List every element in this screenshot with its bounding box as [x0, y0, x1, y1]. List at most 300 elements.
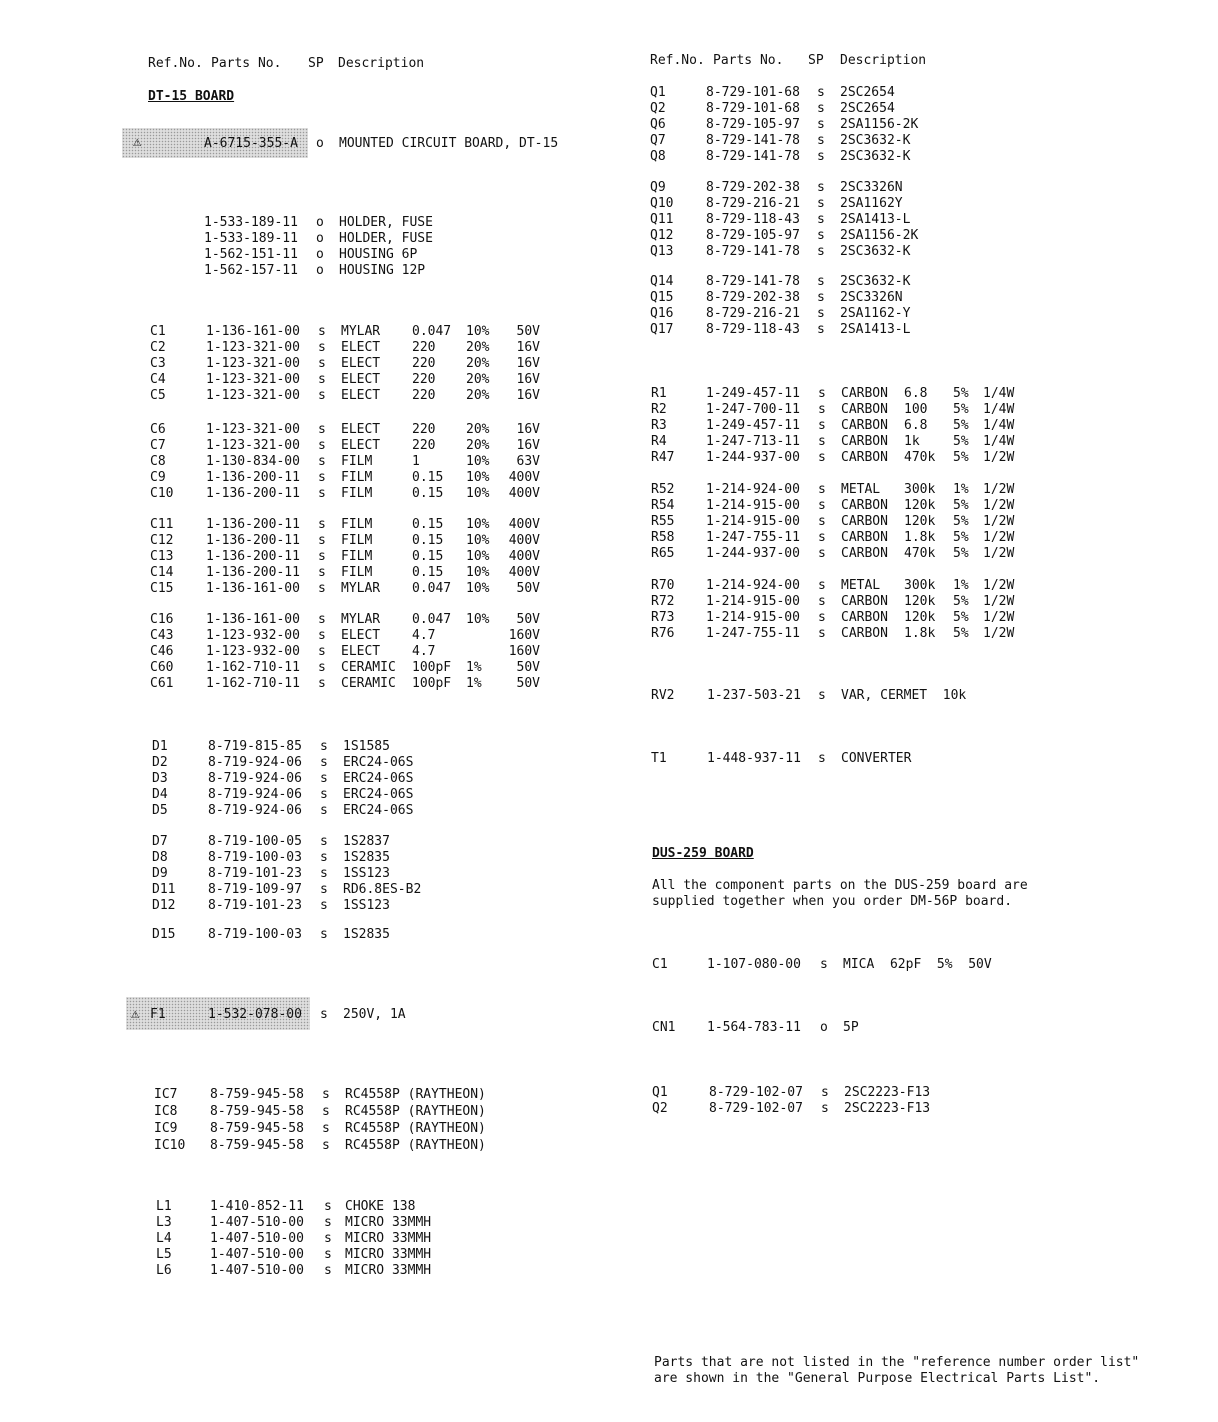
sp-code: s — [818, 610, 826, 625]
ref-no: IC10 — [154, 1138, 186, 1153]
cap-voltage: 50V — [516, 660, 540, 675]
cap-voltage: 16V — [516, 388, 540, 403]
ref-no: R76 — [651, 626, 675, 641]
ref-no: R58 — [651, 530, 675, 545]
ref-no: C11 — [150, 517, 174, 532]
resistor-tolerance: 5% — [953, 402, 969, 417]
dus259-note-line2: supplied together when you order DM-56P board. — [652, 894, 1013, 909]
part-no: A-6715-355-A — [204, 136, 298, 151]
resistor-wattage: 1/2W — [983, 610, 1015, 625]
description: 250V, 1A — [343, 1007, 406, 1022]
ref-no: Q11 — [650, 212, 674, 227]
cap-tolerance: 20% — [466, 388, 490, 403]
part-no: 1-123-321-00 — [206, 340, 300, 355]
description: 2SA1162-Y — [840, 306, 911, 321]
sp-code: s — [817, 290, 825, 305]
dt15-board-title: DT-15 BOARD — [148, 89, 235, 104]
ref-no: D9 — [152, 866, 168, 881]
part-no: 8-729-202-38 — [706, 180, 800, 195]
cap-value: 0.047 — [412, 581, 452, 596]
dus259-c1-row — [652, 957, 992, 973]
resistor-tolerance: 5% — [953, 514, 969, 529]
part-no: 1-533-189-11 — [204, 215, 298, 230]
sp-code: s — [318, 517, 326, 532]
ref-no: RV2 — [651, 688, 675, 703]
header-description: Description — [840, 53, 927, 68]
cap-value: 100pF — [412, 660, 452, 675]
sp-code: s — [818, 546, 826, 561]
part-no: 8-729-118-43 — [706, 212, 800, 227]
part-no: 1-247-713-11 — [706, 434, 800, 449]
ref-no: R3 — [651, 418, 667, 433]
ref-no: C46 — [150, 644, 174, 659]
sp-code: s — [818, 594, 826, 609]
sp-code: s — [322, 1104, 330, 1119]
ref-no: R47 — [651, 450, 675, 465]
sp-code: s — [322, 1087, 330, 1102]
description: HOUSING 12P — [339, 263, 426, 278]
header-parts-no: Parts No. — [713, 53, 784, 68]
part-no: 1-123-321-00 — [206, 372, 300, 387]
resistor-type: CARBON — [841, 626, 888, 641]
description: CHOKE 138 — [345, 1199, 416, 1214]
resistor-type: CARBON — [841, 594, 888, 609]
ref-no: C2 — [150, 340, 166, 355]
part-no: 8-719-815-85 — [208, 739, 302, 754]
ref-no: T1 — [651, 751, 667, 766]
resistor-type: METAL — [841, 578, 881, 593]
description: 2SC3632-K — [840, 133, 911, 148]
part-no: 1-244-937-00 — [706, 450, 800, 465]
ref-no: C12 — [150, 533, 174, 548]
resistor-value: 300k — [904, 578, 936, 593]
part-no: 1-214-924-00 — [706, 482, 800, 497]
cap-value: 220 — [412, 438, 436, 453]
cap-value: 220 — [412, 372, 436, 387]
sp-code: o — [316, 247, 324, 262]
resistor-value: 6.8 — [904, 386, 928, 401]
part-no: 8-729-202-38 — [706, 290, 800, 305]
sp-code: s — [818, 418, 826, 433]
part-no: 1-136-200-11 — [206, 565, 300, 580]
part-no: 1-562-157-11 — [204, 263, 298, 278]
resistor-type: METAL — [841, 482, 881, 497]
description: MICRO 33MMH — [345, 1231, 432, 1246]
part-no: 1-107-080-00 — [707, 957, 801, 972]
cap-value: 0.15 — [412, 533, 444, 548]
resistor-wattage: 1/2W — [983, 530, 1015, 545]
resistor-wattage: 1/2W — [983, 514, 1015, 529]
description: RC4558P (RAYTHEON) — [345, 1138, 486, 1153]
ref-no: CN1 — [652, 1020, 676, 1035]
description: MICRO 33MMH — [345, 1215, 432, 1230]
part-no: 8-729-105-97 — [706, 117, 800, 132]
sp-code: s — [320, 850, 328, 865]
header-sp: SP — [308, 56, 324, 71]
resistor-type: CARBON — [841, 498, 888, 513]
sp-code: s — [318, 565, 326, 580]
sp-code: s — [817, 133, 825, 148]
sp-code: s — [318, 644, 326, 659]
resistor-wattage: 1/2W — [983, 626, 1015, 641]
ref-no: D8 — [152, 850, 168, 865]
cap-tolerance: 10% — [466, 549, 490, 564]
description: 2SC2654 — [840, 85, 895, 100]
resistor-value: 100 — [904, 402, 928, 417]
ref-no: C15 — [150, 581, 174, 596]
ref-no: D2 — [152, 755, 168, 770]
part-no: 1-136-161-00 — [206, 581, 300, 596]
ref-no: C60 — [150, 660, 174, 675]
sp-code: o — [316, 263, 324, 278]
warning-triangle-icon: ⚠ — [131, 1006, 140, 1022]
cap-tolerance: 10% — [466, 454, 490, 469]
ref-no: C8 — [150, 454, 166, 469]
ref-no: C43 — [150, 628, 174, 643]
part-no: 1-136-200-11 — [206, 486, 300, 501]
resistor-value: 1.8k — [904, 626, 936, 641]
part-no: 8-719-924-06 — [208, 787, 302, 802]
sp-code: s — [318, 356, 326, 371]
cap-value: 4.7 — [412, 628, 436, 643]
cap-value: 0.047 — [412, 612, 452, 627]
sp-code: s — [320, 803, 328, 818]
ref-no: IC8 — [154, 1104, 178, 1119]
cap-voltage: 400V — [508, 470, 540, 485]
part-no: 1-214-924-00 — [706, 578, 800, 593]
dus259-board-title: DUS-259 BOARD — [652, 846, 754, 861]
sp-code: s — [320, 866, 328, 881]
footer-note-line1: Parts that are not listed in the "reference number order list" — [654, 1355, 1140, 1370]
cap-tolerance: 10% — [466, 581, 490, 596]
resistor-type: CARBON — [841, 386, 888, 401]
ref-no: R73 — [651, 610, 675, 625]
resistor-wattage: 1/2W — [983, 450, 1015, 465]
part-no: 1-532-078-00 — [208, 1007, 302, 1022]
header-parts-no: Parts No. — [211, 56, 282, 71]
ref-no: C1 — [652, 957, 668, 972]
description: ERC24-06S — [343, 803, 414, 818]
cap-type: FILM — [341, 454, 373, 469]
ref-no: Q12 — [650, 228, 674, 243]
cap-tolerance: 20% — [466, 422, 490, 437]
part-no: 1-136-200-11 — [206, 533, 300, 548]
description: 2SC2223-F13 — [844, 1085, 931, 1100]
sp-code: s — [818, 688, 826, 703]
resistor-wattage: 1/2W — [983, 594, 1015, 609]
part-no: 8-729-216-21 — [706, 306, 800, 321]
sp-code: s — [818, 498, 826, 513]
cap-value: 0.15 — [412, 486, 444, 501]
cap-voltage: 160V — [508, 644, 540, 659]
resistor-type: CARBON — [841, 610, 888, 625]
part-no: 1-410-852-11 — [210, 1199, 304, 1214]
description: 2SA1156-2K — [840, 228, 919, 243]
part-no: 1-123-321-00 — [206, 422, 300, 437]
description: 2SC3632-K — [840, 274, 911, 289]
sp-code: s — [817, 306, 825, 321]
part-no: 1-214-915-00 — [706, 594, 800, 609]
part-no: 1-533-189-11 — [204, 231, 298, 246]
sp-code: s — [817, 196, 825, 211]
cap-type: ELECT — [341, 422, 381, 437]
part-no: 8-719-101-23 — [208, 898, 302, 913]
sp-code: s — [324, 1231, 332, 1246]
sp-code: s — [818, 751, 826, 766]
ref-no: D3 — [152, 771, 168, 786]
cap-voltage: 400V — [508, 486, 540, 501]
resistor-type: CARBON — [841, 434, 888, 449]
resistor-tolerance: 1% — [953, 482, 969, 497]
part-no: 8-729-216-21 — [706, 196, 800, 211]
resistor-value: 1k — [904, 434, 920, 449]
cap-voltage: 16V — [516, 372, 540, 387]
ref-no: C13 — [150, 549, 174, 564]
part-no: 1-249-457-11 — [706, 386, 800, 401]
ref-no: D15 — [152, 927, 176, 942]
mounted-board-row — [148, 136, 559, 152]
sp-code: s — [320, 898, 328, 913]
cap-type: ELECT — [341, 372, 381, 387]
resistor-wattage: 1/4W — [983, 418, 1015, 433]
part-no: 8-759-945-58 — [210, 1104, 304, 1119]
sp-code: s — [322, 1121, 330, 1136]
cap-voltage: 400V — [508, 517, 540, 532]
part-no: 8-719-100-03 — [208, 927, 302, 942]
resistor-tolerance: 5% — [953, 610, 969, 625]
resistor-type: CARBON — [841, 402, 888, 417]
part-no: 8-719-100-05 — [208, 834, 302, 849]
description: 1S2835 — [343, 850, 390, 865]
ref-no: R1 — [651, 386, 667, 401]
cap-tolerance: 10% — [466, 470, 490, 485]
ref-no: L1 — [156, 1199, 172, 1214]
sp-code: s — [318, 388, 326, 403]
sp-code: o — [316, 215, 324, 230]
ref-no: Q9 — [650, 180, 666, 195]
cap-value: 1 — [412, 454, 420, 469]
ref-no: C3 — [150, 356, 166, 371]
ref-no: L3 — [156, 1215, 172, 1230]
description: 2SA1413-L — [840, 212, 911, 227]
cap-tolerance: 1% — [466, 660, 482, 675]
part-no: 8-729-141-78 — [706, 244, 800, 259]
sp-code: s — [324, 1247, 332, 1262]
ref-no: R54 — [651, 498, 675, 513]
cap-type: MYLAR — [341, 612, 381, 627]
cap-tolerance: 20% — [466, 438, 490, 453]
sp-code: s — [818, 402, 826, 417]
ref-no: L4 — [156, 1231, 172, 1246]
part-no: 1-214-915-00 — [706, 610, 800, 625]
header-sp: SP — [808, 53, 824, 68]
resistor-wattage: 1/2W — [983, 578, 1015, 593]
sp-code: s — [318, 340, 326, 355]
description: MICRO 33MMH — [345, 1263, 432, 1278]
description: 2SC3326N — [840, 290, 903, 305]
description: 2SC3326N — [840, 180, 903, 195]
description: CONVERTER — [841, 751, 912, 766]
ref-no: C1 — [150, 324, 166, 339]
description: RC4558P (RAYTHEON) — [345, 1121, 486, 1136]
resistor-value: 6.8 — [904, 418, 928, 433]
cap-type: ELECT — [341, 356, 381, 371]
sp-code: s — [318, 438, 326, 453]
part-no: 1-407-510-00 — [210, 1215, 304, 1230]
dus259-cn1-row — [652, 1020, 859, 1036]
cap-type: FILM — [341, 533, 373, 548]
sp-code: s — [818, 482, 826, 497]
part-no: 1-162-710-11 — [206, 660, 300, 675]
part-no: 1-123-932-00 — [206, 644, 300, 659]
ref-no: C61 — [150, 676, 174, 691]
cap-type: ELECT — [341, 628, 381, 643]
part-no: 1-162-710-11 — [206, 676, 300, 691]
sp-code: s — [320, 787, 328, 802]
sp-code: s — [818, 450, 826, 465]
description: MICA 62pF 5% 50V — [843, 957, 992, 972]
part-no: 1-247-700-11 — [706, 402, 800, 417]
part-no: 8-729-141-78 — [706, 133, 800, 148]
part-no: 1-136-161-00 — [206, 612, 300, 627]
sp-code: s — [320, 882, 328, 897]
sp-code: s — [318, 422, 326, 437]
resistor-wattage: 1/2W — [983, 546, 1015, 561]
cap-value: 220 — [412, 340, 436, 355]
cap-type: FILM — [341, 470, 373, 485]
footer-note-line2: are shown in the "General Purpose Electrical Parts List". — [654, 1371, 1101, 1386]
cap-voltage: 16V — [516, 438, 540, 453]
ref-no: C4 — [150, 372, 166, 387]
part-no: 1-237-503-21 — [707, 688, 801, 703]
part-no: 8-729-141-78 — [706, 274, 800, 289]
sp-code: s — [320, 834, 328, 849]
ref-no: IC7 — [154, 1087, 178, 1102]
sp-code: s — [817, 149, 825, 164]
description: MOUNTED CIRCUIT BOARD, DT-15 — [339, 136, 559, 151]
dus259-note-line1: All the component parts on the DUS-259 board are — [652, 878, 1028, 893]
part-no: 1-136-200-11 — [206, 549, 300, 564]
resistor-tolerance: 5% — [953, 450, 969, 465]
resistor-tolerance: 1% — [953, 578, 969, 593]
cap-type: MYLAR — [341, 581, 381, 596]
resistor-value: 1.8k — [904, 530, 936, 545]
resistor-value: 300k — [904, 482, 936, 497]
part-no: 1-130-834-00 — [206, 454, 300, 469]
ref-no: R70 — [651, 578, 675, 593]
cap-value: 100pF — [412, 676, 452, 691]
resistor-value: 120k — [904, 514, 936, 529]
ref-no: F1 — [150, 1007, 166, 1022]
description: RD6.8ES-B2 — [343, 882, 422, 897]
resistor-value: 120k — [904, 498, 936, 513]
resistor-type: CARBON — [841, 450, 888, 465]
description: 2SA1156-2K — [840, 117, 919, 132]
description: 2SC3632-K — [840, 244, 911, 259]
cap-value: 220 — [412, 422, 436, 437]
sp-code: s — [318, 470, 326, 485]
ref-no: Q10 — [650, 196, 674, 211]
sp-code: s — [818, 626, 826, 641]
part-no: 8-729-101-68 — [706, 101, 800, 116]
sp-code: s — [318, 372, 326, 387]
sp-code: s — [318, 581, 326, 596]
cap-value: 0.15 — [412, 565, 444, 580]
sp-code: s — [318, 660, 326, 675]
cap-voltage: 400V — [508, 565, 540, 580]
part-no: 1-214-915-00 — [706, 514, 800, 529]
sp-code: s — [817, 117, 825, 132]
cap-tolerance: 1% — [466, 676, 482, 691]
sp-code: s — [818, 386, 826, 401]
ref-no: Q2 — [650, 101, 666, 116]
cap-value: 220 — [412, 388, 436, 403]
cap-voltage: 400V — [508, 549, 540, 564]
ref-no: IC9 — [154, 1121, 178, 1136]
sp-code: s — [318, 324, 326, 339]
cap-type: FILM — [341, 486, 373, 501]
sp-code: s — [817, 101, 825, 116]
sp-code: s — [318, 533, 326, 548]
part-no: 1-214-915-00 — [706, 498, 800, 513]
header-ref-no: Ref.No. — [650, 53, 705, 68]
ref-no: R72 — [651, 594, 675, 609]
description: 2SA1162Y — [840, 196, 903, 211]
sp-code: s — [817, 274, 825, 289]
cap-value: 0.15 — [412, 517, 444, 532]
cap-voltage: 63V — [516, 454, 540, 469]
resistor-value: 120k — [904, 610, 936, 625]
resistor-value: 470k — [904, 450, 936, 465]
ref-no: Q1 — [652, 1085, 668, 1100]
part-no: 8-719-924-06 — [208, 803, 302, 818]
ref-no: C6 — [150, 422, 166, 437]
resistor-tolerance: 5% — [953, 434, 969, 449]
part-no: 1-123-321-00 — [206, 356, 300, 371]
ref-no: R52 — [651, 482, 675, 497]
cap-voltage: 16V — [516, 340, 540, 355]
cap-value: 0.047 — [412, 324, 452, 339]
description: 2SA1413-L — [840, 322, 911, 337]
description: MICRO 33MMH — [345, 1247, 432, 1262]
cap-tolerance: 20% — [466, 340, 490, 355]
resistor-value: 470k — [904, 546, 936, 561]
part-no: 8-759-945-58 — [210, 1138, 304, 1153]
description: 1SS123 — [343, 866, 390, 881]
cap-voltage: 16V — [516, 356, 540, 371]
sp-code: s — [821, 1085, 829, 1100]
ref-no: R2 — [651, 402, 667, 417]
part-no: 1-247-755-11 — [706, 626, 800, 641]
cap-tolerance: 10% — [466, 486, 490, 501]
ref-no: D7 — [152, 834, 168, 849]
cap-voltage: 50V — [516, 581, 540, 596]
part-no: 1-136-161-00 — [206, 324, 300, 339]
part-no: 8-729-102-07 — [709, 1101, 803, 1116]
part-no: 8-719-101-23 — [208, 866, 302, 881]
part-no: 1-407-510-00 — [210, 1263, 304, 1278]
part-no: 1-564-783-11 — [707, 1020, 801, 1035]
description: 2SC2223-F13 — [844, 1101, 931, 1116]
resistor-tolerance: 5% — [953, 498, 969, 513]
sp-code: s — [318, 628, 326, 643]
t1-row — [651, 751, 912, 767]
part-no: 8-729-102-07 — [709, 1085, 803, 1100]
sp-code: s — [818, 578, 826, 593]
cap-voltage: 400V — [508, 533, 540, 548]
ref-no: R55 — [651, 514, 675, 529]
description: HOUSING 6P — [339, 247, 418, 262]
